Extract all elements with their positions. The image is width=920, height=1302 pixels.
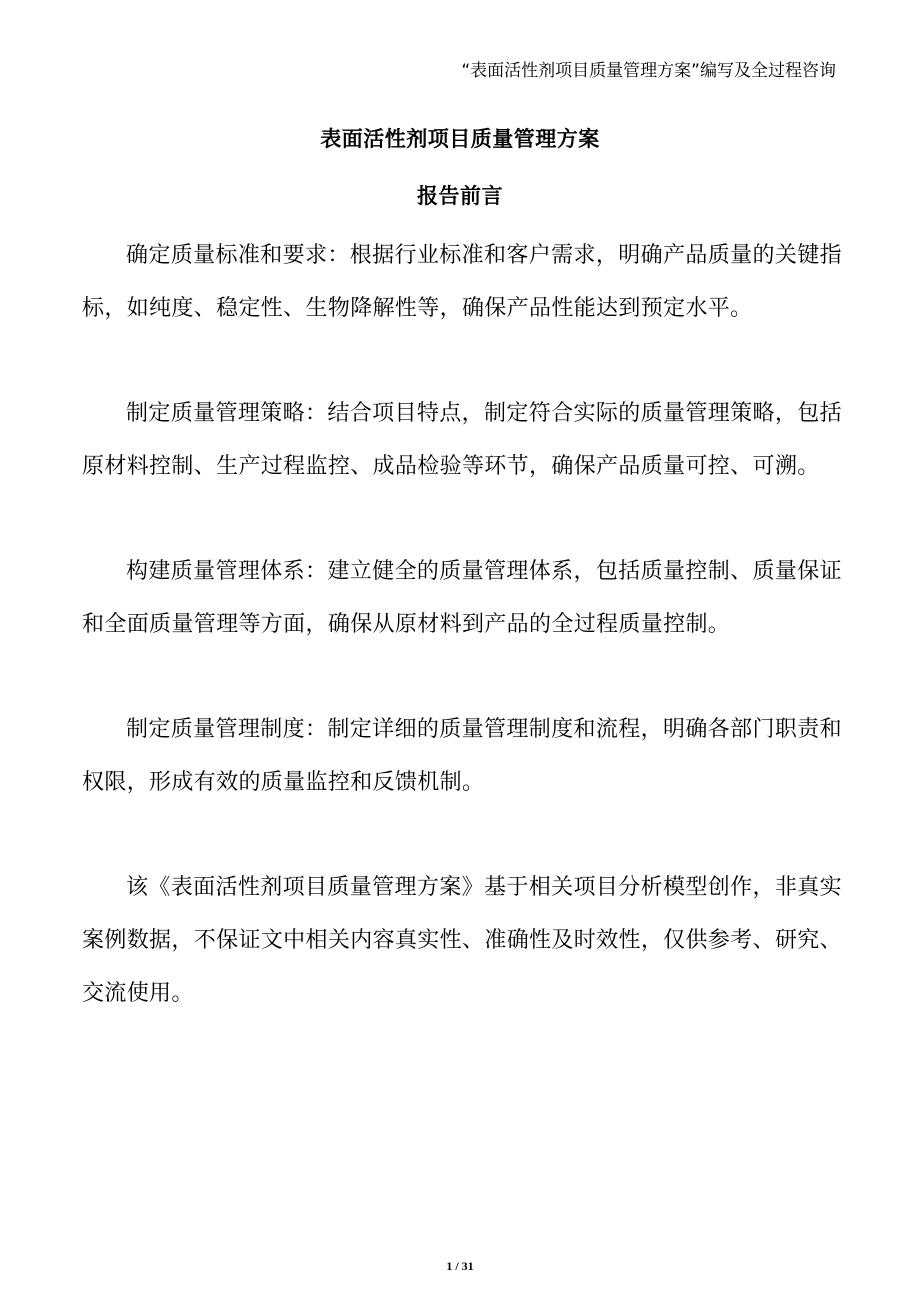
document-title: 表面活性剂项目质量管理方案	[320, 127, 600, 151]
paragraph-quality-system: 构建质量管理体系：建立健全的质量管理体系，包括质量控制、质量保证和全面质量管理等方面，确保从原材料到产品的全过程质量控制。	[82, 559, 842, 637]
running-header: “表面活性剂项目质量管理方案”编写及全过程咨询	[461, 61, 836, 81]
paragraph-quality-standards: 确定质量标准和要求：根据行业标准和客户需求，明确产品质量的关键指标，如纯度、稳定性、生物降解性等，确保产品性能达到预定水平。	[82, 243, 842, 321]
document-body	[82, 229, 842, 1072]
paragraph-disclaimer: 该《表面活性剂项目质量管理方案》基于相关项目分析模型创作，非真实案例数据，不保证文中相关内容真实性、准确性及时效性，仅供参考、研究、交流使用。	[82, 875, 842, 1006]
section-title: 报告前言	[417, 184, 503, 208]
paragraph-quality-strategy: 制定质量管理策略：结合项目特点，制定符合实际的质量管理策略，包括原材料控制、生产过程监控、成品检验等环节，确保产品质量可控、可溯。	[82, 401, 842, 479]
page-number: 1 / 31	[446, 1259, 474, 1273]
paragraph-quality-regulations: 制定质量管理制度：制定详细的质量管理制度和流程，明确各部门职责和权限，形成有效的质量监控和反馈机制。	[82, 717, 842, 795]
